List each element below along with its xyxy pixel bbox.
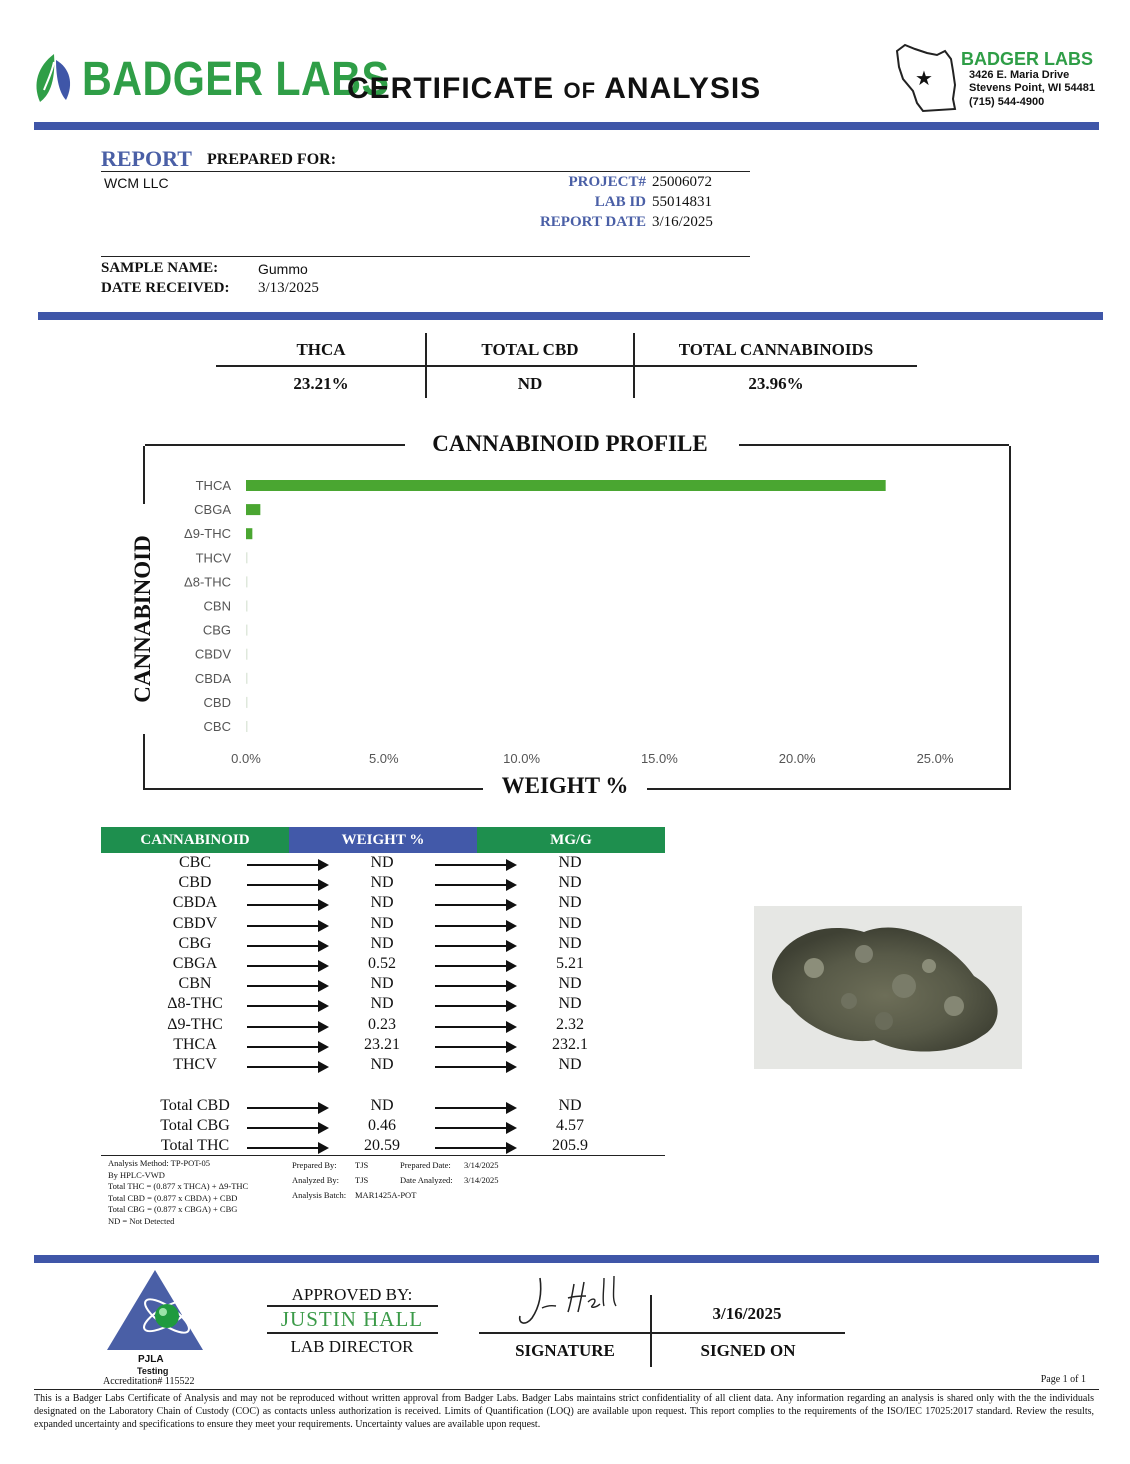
chart-category-label: THCA <box>195 478 231 493</box>
row-mg-g: ND <box>558 1097 582 1114</box>
disclaimer-rule <box>34 1389 1099 1390</box>
row-name: CBC <box>178 854 211 871</box>
right-arrow-icon <box>247 1127 327 1129</box>
chart-bar <box>246 552 248 563</box>
row-mg-g: ND <box>558 914 582 932</box>
table-bottom-rule <box>101 1155 665 1156</box>
signed-on-label: SIGNED ON <box>700 1341 796 1360</box>
prepared-date-label: Prepared Date: <box>400 1160 451 1170</box>
right-arrow-icon <box>435 1127 515 1129</box>
chart-bar <box>246 673 248 684</box>
chart-category-label: CBD <box>203 694 231 710</box>
approved-by-label: APPROVED BY: <box>291 1285 413 1304</box>
pjla-accreditation-logo <box>105 1268 205 1354</box>
right-arrow-icon <box>247 985 327 987</box>
right-arrow-icon <box>247 864 327 866</box>
summary-rule <box>216 365 917 367</box>
row-name: CBN <box>178 975 212 993</box>
chart-x-tick-label: 25.0% <box>916 751 954 766</box>
row-name: CBG <box>178 934 212 952</box>
report-info-rule <box>101 256 750 257</box>
svg-text:★: ★ <box>915 66 933 90</box>
row-weight: ND <box>370 874 394 892</box>
right-arrow-icon <box>247 1026 327 1028</box>
row-weight: ND <box>370 894 394 912</box>
method-line: Total CBD = (0.877 x CBDA) + CBD <box>108 1192 238 1203</box>
chart-x-tick-label: 0.0% <box>231 751 261 766</box>
right-arrow-icon <box>435 1046 515 1048</box>
right-arrow-icon <box>435 985 515 987</box>
summary-header-thca: THCA <box>296 340 346 359</box>
client-name: WCM LLC <box>104 175 169 191</box>
leaf-logo-icon <box>30 50 78 108</box>
date-analyzed-label: Date Analyzed: <box>400 1175 453 1185</box>
chart-x-tick-label: 10.0% <box>503 751 541 766</box>
chart-bar <box>246 504 260 515</box>
chart-title: CANNABINOID PROFILE <box>405 431 735 457</box>
wisconsin-map-icon <box>893 41 961 113</box>
right-arrow-icon <box>435 1026 515 1028</box>
method-line: ND = Not Detected <box>108 1215 175 1226</box>
header-divider <box>34 122 1099 130</box>
row-name: CBDA <box>172 894 218 912</box>
right-arrow-icon <box>435 1147 515 1149</box>
chart-bar <box>246 625 248 636</box>
col-header-cannabinoid: CANNABINOID <box>101 827 289 853</box>
right-arrow-icon <box>247 1107 327 1109</box>
right-arrow-icon <box>435 925 515 927</box>
chart-category-label: CBN <box>203 598 231 614</box>
right-arrow-icon <box>247 1147 327 1149</box>
chart-category-label: CBC <box>203 719 231 734</box>
title-part-analysis: ANALYSIS <box>604 72 762 105</box>
project-number: 25006072 <box>652 174 712 190</box>
row-mg-g: 4.57 <box>556 1117 584 1135</box>
row-weight: 0.52 <box>368 955 396 972</box>
prepared-by-label: Prepared By: <box>292 1160 337 1170</box>
right-arrow-icon <box>435 945 515 947</box>
right-arrow-icon <box>247 1066 327 1068</box>
row-weight: 23.21 <box>364 1035 400 1053</box>
chart-category-label: Δ9-THC <box>184 526 231 542</box>
right-arrow-icon <box>435 884 515 886</box>
col-header-mg-g: MG/G <box>477 827 665 853</box>
prepared-date: 3/14/2025 <box>464 1160 499 1170</box>
logo-text: BADGER LABS <box>82 53 390 106</box>
lab-id: 55014831 <box>652 194 712 210</box>
prepared-by: TJS <box>355 1160 369 1170</box>
row-mg-g: ND <box>558 975 582 993</box>
chart-y-axis-label: CANNABINOID <box>130 504 156 734</box>
method-line: Analysis Method: TP-POT-05 <box>108 1158 211 1168</box>
chart-bar <box>246 601 248 612</box>
prepared-for-rule <box>101 171 750 172</box>
row-weight: 20.59 <box>364 1137 400 1155</box>
row-mg-g: ND <box>558 854 582 871</box>
pjla-testing-label: Testing <box>137 1366 169 1376</box>
row-mg-g: 5.21 <box>556 955 584 972</box>
row-weight: ND <box>370 975 394 993</box>
lab-name: BADGER LABS <box>961 49 1094 69</box>
row-mg-g: ND <box>558 934 582 952</box>
sample-photo <box>754 906 1022 1069</box>
method-line: Total THC = (0.877 x THCA) + Δ9-THC <box>108 1181 249 1191</box>
signature-rule <box>479 1332 845 1334</box>
right-arrow-icon <box>247 945 327 947</box>
row-mg-g: 205.9 <box>552 1137 588 1155</box>
accreditation-number: Accreditation# 115522 <box>103 1376 195 1387</box>
summary-header-total-cbd: TOTAL CBD <box>481 340 579 359</box>
sample-name-label: SAMPLE NAME: <box>101 260 219 276</box>
date-analyzed: 3/14/2025 <box>464 1175 499 1185</box>
chart-bar <box>246 528 252 539</box>
row-weight: ND <box>370 854 394 871</box>
summary-value-thca: 23.21% <box>293 374 349 393</box>
analyzed-by-label: Analyzed By: <box>292 1175 339 1185</box>
chart-bar <box>246 576 248 587</box>
right-arrow-icon <box>247 884 327 886</box>
summary-header-total-cannabinoids: TOTAL CANNABINOIDS <box>678 340 874 359</box>
report-date: 3/16/2025 <box>652 214 713 230</box>
method-notes <box>108 1158 248 1227</box>
date-received: 3/13/2025 <box>258 280 319 296</box>
right-arrow-icon <box>435 1066 515 1068</box>
row-name: Total THC <box>160 1137 230 1155</box>
document-title <box>347 72 761 106</box>
director-name: JUSTIN HALL <box>280 1307 424 1331</box>
analysis-batch-label: Analysis Batch: <box>292 1190 347 1200</box>
chart-category-label: CBGA <box>194 502 231 518</box>
col-header-weight: WEIGHT % <box>289 827 477 853</box>
right-arrow-icon <box>247 1005 327 1007</box>
row-name: Total CBD <box>160 1097 230 1114</box>
method-line: Total CBG = (0.877 x CBGA) + CBG <box>108 1204 238 1214</box>
chart-category-label: CBDV <box>194 646 231 662</box>
cannabinoid-bar-chart <box>143 460 1007 770</box>
chart-bar <box>246 721 248 732</box>
row-name: CBGA <box>172 955 218 972</box>
lab-phone: (715) 544-4900 <box>969 96 1045 108</box>
chart-x-tick-label: 15.0% <box>640 751 678 766</box>
report-divider <box>38 312 1103 320</box>
signed-date: 3/16/2025 <box>712 1304 782 1323</box>
row-name: CBD <box>178 874 212 892</box>
row-name: Δ8-THC <box>167 995 223 1013</box>
summary-value-total-cbd: ND <box>517 374 543 393</box>
right-arrow-icon <box>435 864 515 866</box>
row-mg-g: ND <box>558 874 582 892</box>
row-weight: ND <box>370 995 394 1013</box>
lab-address-city: Stevens Point, WI 54481 <box>969 82 1095 94</box>
row-weight: 0.23 <box>368 1015 396 1033</box>
row-name: CBDV <box>172 914 218 932</box>
page-number: Page 1 of 1 <box>1040 1374 1086 1385</box>
row-name: THCV <box>173 1056 217 1073</box>
row-weight: ND <box>370 914 394 932</box>
sample-name: Gummo <box>258 261 308 277</box>
row-weight: ND <box>370 1056 394 1073</box>
row-weight: ND <box>370 1097 394 1114</box>
row-weight: ND <box>370 934 394 952</box>
disclaimer-text: This is a Badger Labs Certificate of Analysis and may not be reproduced without written approval from Badger Labs. Badger Labs maintains strict confidentiality of all client data. Any information regarding an analysis is shared only with the the individuals designated on the Laboratory Chain of Custody (COC) as contacts unless authorization is received. Limits of Quantification (LOQ) are available upon request. This report complies to the requirements of the ISO/IEC 17025:2017 standard. Review the results, expanded uncertainty and specifications to ensure they meet your requirements. Uncertainty values are available upon request. <box>34 1393 1094 1430</box>
pjla-label: PJLA <box>138 1354 164 1365</box>
row-mg-g: 232.1 <box>552 1035 588 1053</box>
prepared-for-label: PREPARED FOR: <box>207 151 337 168</box>
chart-bar <box>246 480 886 491</box>
chart-bar <box>246 697 248 708</box>
title-part-of: OF <box>563 78 597 103</box>
chart-category-label: CBG <box>202 622 231 638</box>
row-mg-g: ND <box>558 995 582 1013</box>
lab-address-street: 3426 E. Maria Drive <box>969 69 1070 81</box>
right-arrow-icon <box>435 1107 515 1109</box>
right-arrow-icon <box>247 1046 327 1048</box>
analyzed-by: TJS <box>355 1175 369 1185</box>
right-arrow-icon <box>435 904 515 906</box>
chart-x-tick-label: 5.0% <box>368 751 399 766</box>
date-received-label: DATE RECEIVED: <box>101 280 230 296</box>
footer-divider <box>34 1255 1099 1263</box>
chart-category-label: THCV <box>195 550 231 566</box>
chart-category-label: Δ8-THC <box>184 574 231 590</box>
handwritten-signature <box>512 1272 632 1334</box>
lab-id-label: LAB ID <box>594 194 646 210</box>
title-part-certificate: CERTIFICATE <box>347 72 555 105</box>
report-label: REPORT <box>101 146 192 171</box>
project-label: PROJECT# <box>568 174 646 190</box>
summary-value-total-cannabinoids: 23.96% <box>748 374 804 393</box>
row-mg-g: ND <box>558 894 582 912</box>
row-name: Δ9-THC <box>167 1015 223 1033</box>
right-arrow-icon <box>435 965 515 967</box>
chart-bar <box>246 649 248 660</box>
report-date-label: REPORT DATE <box>539 214 646 230</box>
method-line: By HPLC-VWD <box>108 1169 165 1180</box>
chart-x-tick-label: 20.0% <box>778 751 816 766</box>
chart-category-label: CBDA <box>194 670 231 686</box>
director-title: LAB DIRECTOR <box>290 1337 414 1356</box>
chart-x-axis-label: WEIGHT % <box>483 773 647 799</box>
row-weight: 0.46 <box>368 1117 396 1135</box>
analysis-batch: MAR1425A-POT <box>355 1190 417 1200</box>
signature-label: SIGNATURE <box>515 1341 615 1360</box>
row-mg-g: 2.32 <box>556 1015 584 1033</box>
row-mg-g: ND <box>558 1056 582 1073</box>
row-name: Total CBG <box>160 1117 230 1135</box>
right-arrow-icon <box>435 1005 515 1007</box>
director-rule <box>267 1332 438 1334</box>
row-name: THCA <box>173 1035 217 1053</box>
right-arrow-icon <box>247 965 327 967</box>
right-arrow-icon <box>247 904 327 906</box>
right-arrow-icon <box>247 925 327 927</box>
